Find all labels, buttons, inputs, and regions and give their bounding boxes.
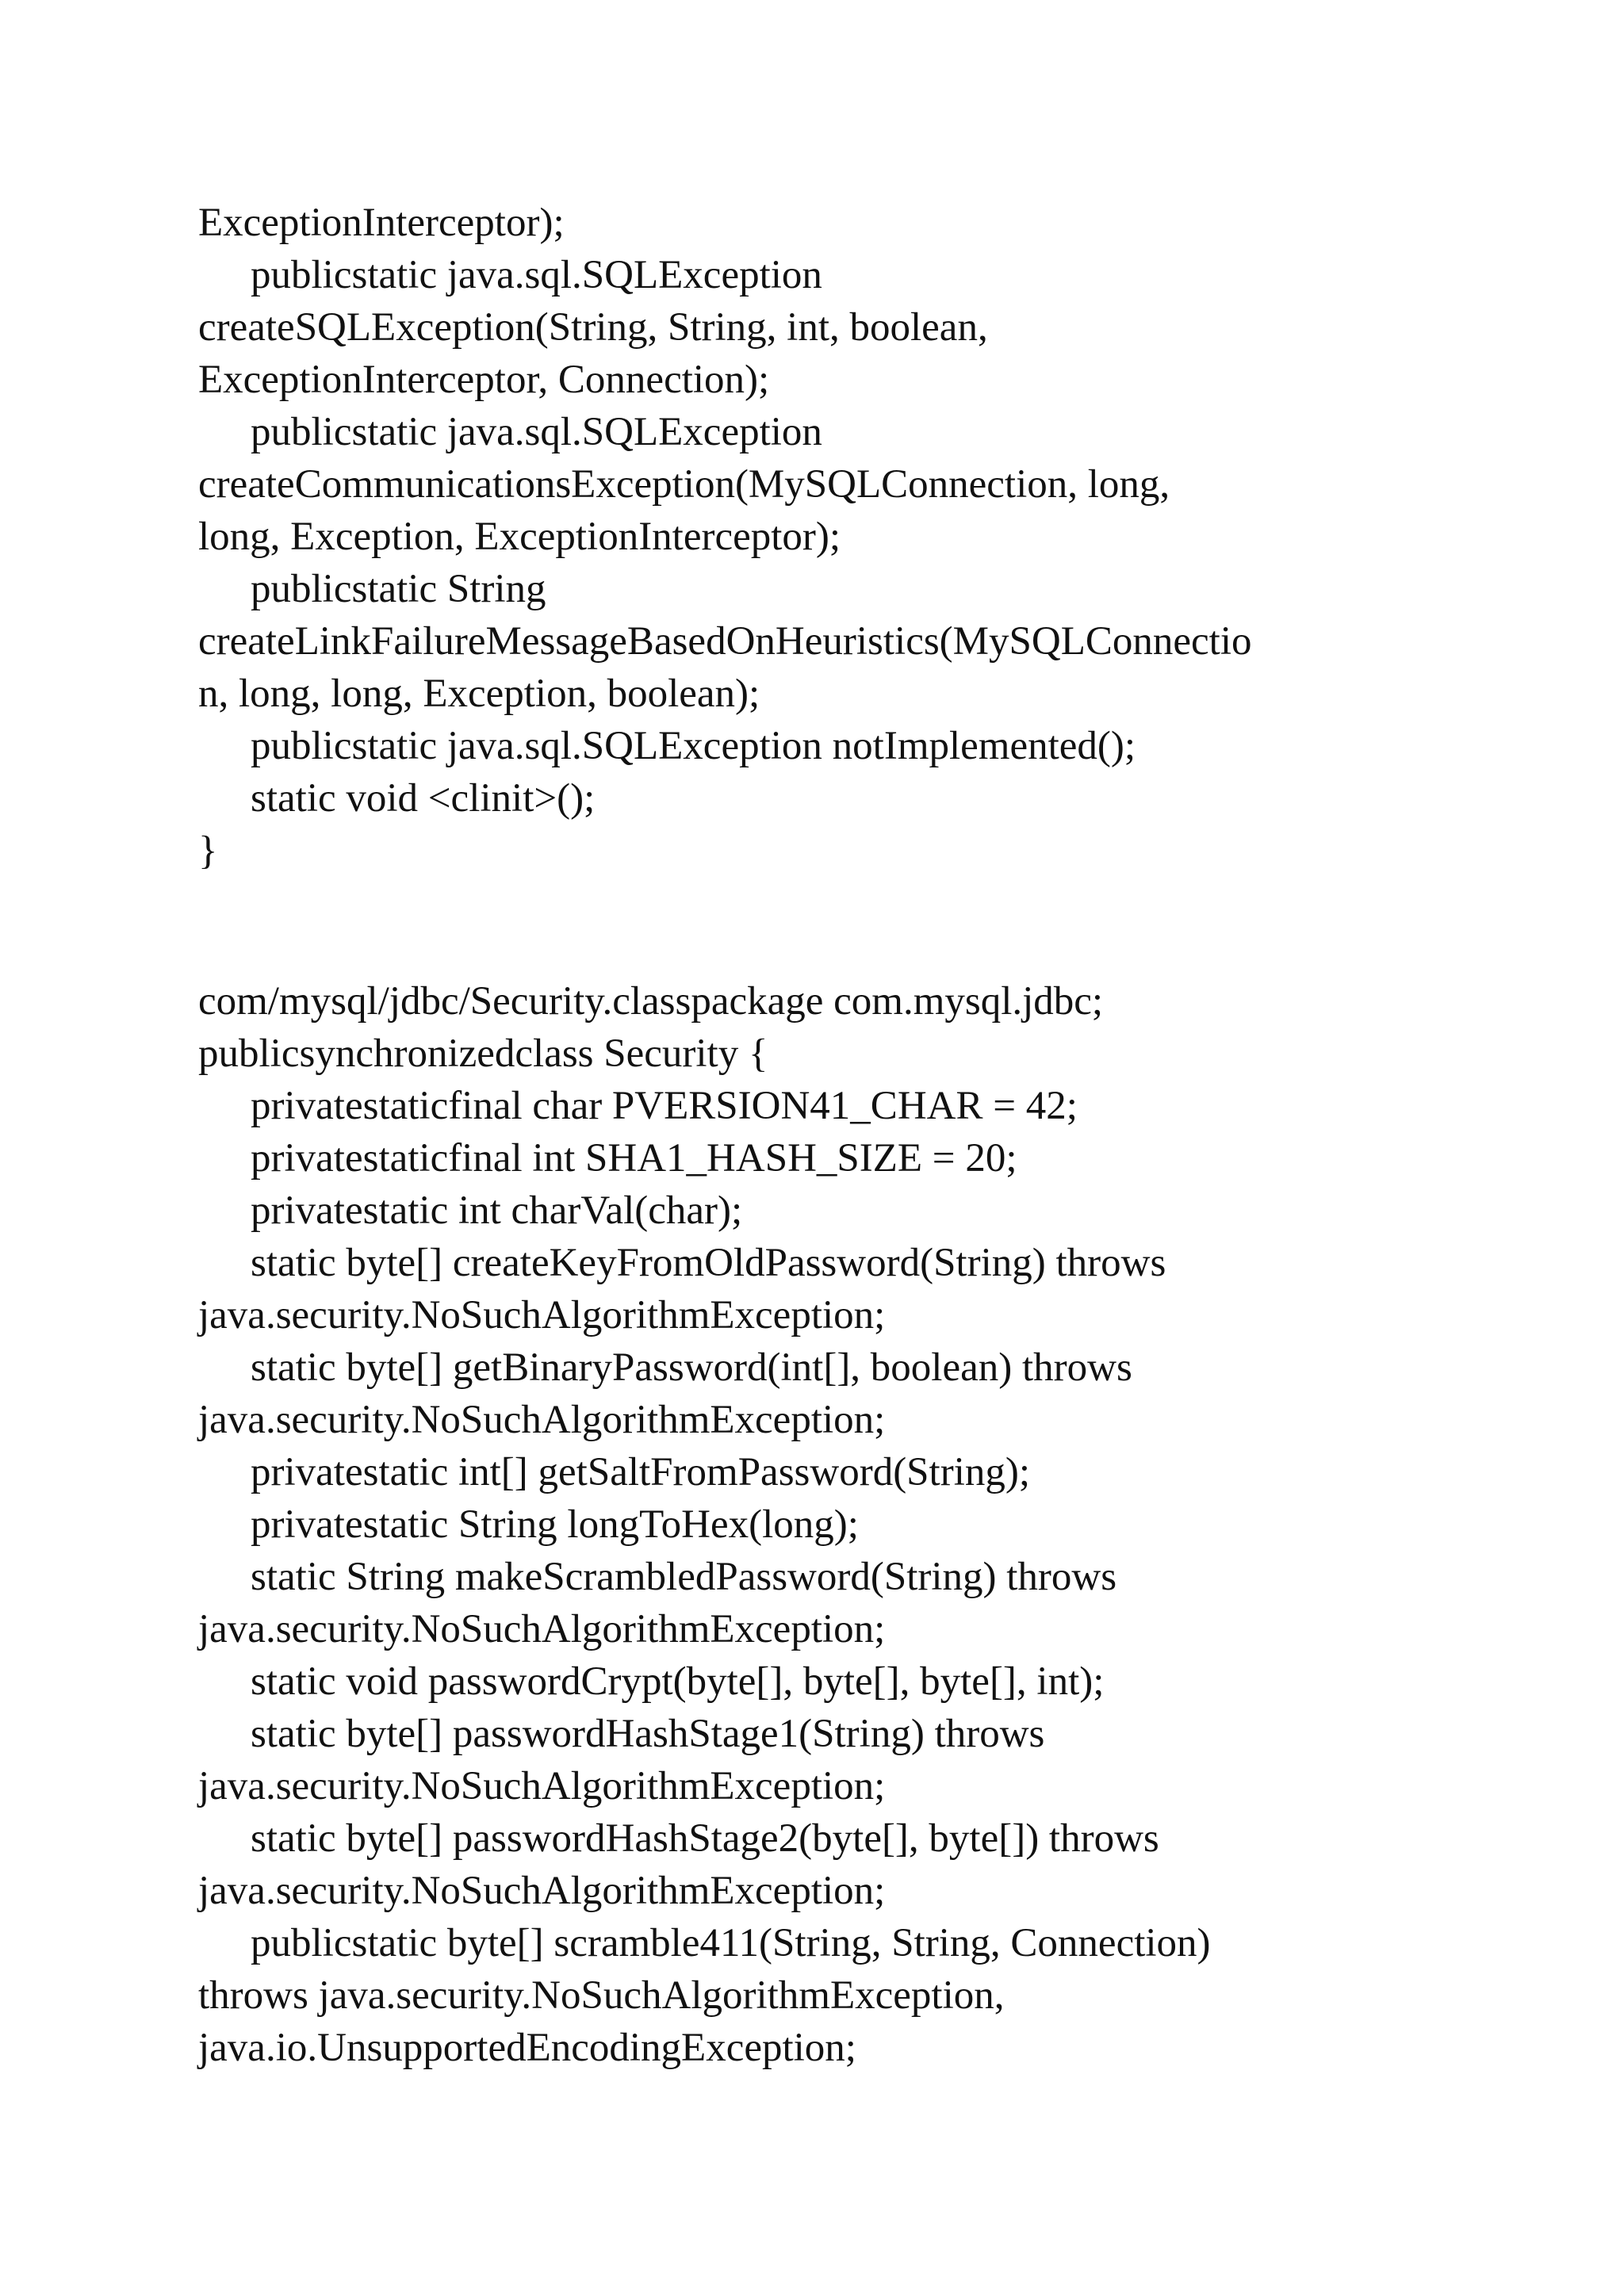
code-line: long, Exception, ExceptionInterceptor);	[198, 515, 841, 559]
code-line: java.security.NoSuchAlgorithmException;	[198, 1869, 886, 1913]
code-line: static String makeScrambledPassword(String) throws	[251, 1555, 1117, 1599]
code-line: static byte[] getBinaryPassword(int[], boolean) throws	[251, 1345, 1132, 1390]
code-listing-exception-factory	[198, 197, 1530, 877]
code-line: privatestatic String longToHex(long);	[251, 1502, 859, 1547]
code-line: createSQLException(String, String, int, boolean,	[198, 305, 988, 350]
code-line: createLinkFailureMessageBasedOnHeuristics(MySQLConnectio	[198, 619, 1252, 664]
code-line: static void <clinit>();	[251, 776, 596, 821]
code-line: }	[198, 828, 218, 873]
code-line: publicstatic java.sql.SQLException	[251, 410, 822, 454]
code-line: static byte[] passwordHashStage2(byte[], byte[]) throws	[251, 1816, 1159, 1861]
code-line: java.security.NoSuchAlgorithmException;	[198, 1764, 886, 1808]
code-line: privatestaticfinal int SHA1_HASH_SIZE = 20;	[251, 1136, 1017, 1181]
code-line: createCommunicationsException(MySQLConnection, long,	[198, 462, 1170, 507]
code-line: com/mysql/jdbc/Security.classpackage com.mysql.jdbc;	[198, 979, 1104, 1024]
code-line: publicstatic java.sql.SQLException notImplemented();	[251, 724, 1136, 768]
code-line: ExceptionInterceptor, Connection);	[198, 358, 770, 402]
code-line: n, long, long, Exception, boolean);	[198, 672, 760, 716]
code-line: privatestaticfinal char PVERSION41_CHAR = 42;	[251, 1084, 1078, 1128]
code-line: publicstatic String	[251, 567, 546, 611]
code-line: privatestatic int[] getSaltFromPassword(String);	[251, 1450, 1031, 1494]
code-listing-security-class	[198, 975, 1530, 2074]
code-line: publicsynchronizedclass Security {	[198, 1031, 768, 1076]
code-line: java.security.NoSuchAlgorithmException;	[198, 1398, 886, 1442]
code-line: static void passwordCrypt(byte[], byte[], byte[], int);	[251, 1659, 1105, 1704]
code-line: java.io.UnsupportedEncodingException;	[198, 2026, 856, 2070]
code-line: privatestatic int charVal(char);	[251, 1188, 743, 1233]
code-line: ExceptionInterceptor);	[198, 201, 565, 245]
code-line: java.security.NoSuchAlgorithmException;	[198, 1607, 886, 1651]
code-line: java.security.NoSuchAlgorithmException;	[198, 1293, 886, 1337]
code-line: publicstatic java.sql.SQLException	[251, 253, 822, 297]
code-line: static byte[] passwordHashStage1(String) throws	[251, 1712, 1045, 1756]
code-line: publicstatic byte[] scramble411(String, String, Connection)	[251, 1921, 1211, 1965]
code-line: static byte[] createKeyFromOldPassword(String) throws	[251, 1241, 1166, 1285]
code-line: throws java.security.NoSuchAlgorithmException,	[198, 1973, 1005, 2018]
